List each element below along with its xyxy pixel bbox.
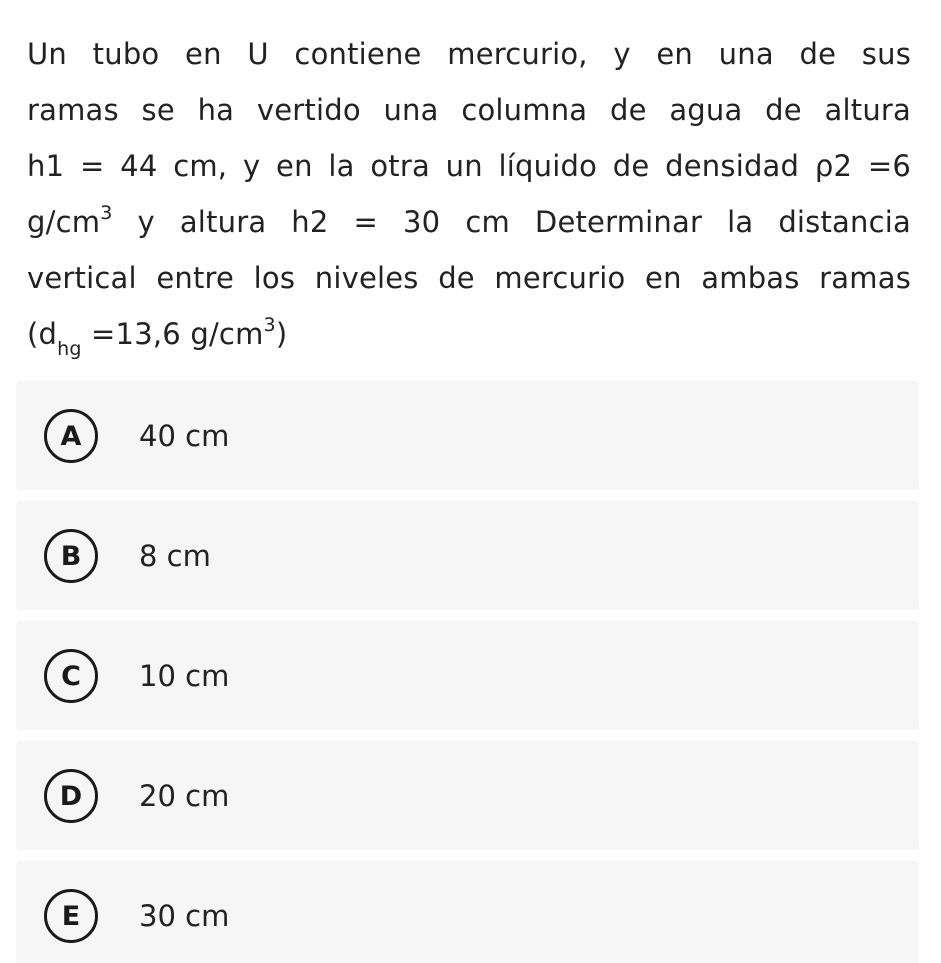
question-line-1: Un tubo en U contiene mercurio, y en una de sus (27, 37, 911, 71)
question-line-6 (27, 306, 911, 362)
subscript-hg: hg (57, 337, 82, 360)
question-line-4-rest: y altura h2 = 30 cm Determinar la distancia (112, 205, 911, 239)
option-letter-badge: A (44, 409, 98, 463)
option-letter-badge: C (44, 649, 98, 703)
superscript-3: 3 (263, 314, 276, 337)
answer-options (16, 381, 919, 963)
option-d[interactable] (16, 741, 919, 850)
superscript-3: 3 (100, 202, 113, 225)
question-text (27, 26, 911, 362)
question-line-3: h1 = 44 cm, y en la otra un líquido de densidad ρ2 =6 (27, 149, 911, 183)
density-symbol: (d (27, 317, 58, 351)
closing-paren: ) (275, 317, 288, 351)
option-label: 20 cm (139, 778, 230, 813)
density-value: =13,6 g/cm (81, 317, 264, 351)
unit-g-cm: g/cm (27, 205, 101, 239)
option-letter-badge: B (44, 529, 98, 583)
question-line-2: ramas se ha vertido una columna de agua de altura (27, 93, 911, 127)
question-line-4 (27, 194, 911, 250)
option-a[interactable] (16, 381, 919, 490)
option-label: 10 cm (139, 658, 230, 693)
option-letter-badge: E (44, 889, 98, 943)
option-letter-badge: D (44, 769, 98, 823)
option-label: 8 cm (139, 538, 211, 573)
option-c[interactable] (16, 621, 919, 730)
option-e[interactable] (16, 861, 919, 963)
option-b[interactable] (16, 501, 919, 610)
option-label: 30 cm (139, 898, 230, 933)
option-label: 40 cm (139, 418, 230, 453)
question-line-5: vertical entre los niveles de mercurio en ambas ramas (27, 261, 911, 295)
